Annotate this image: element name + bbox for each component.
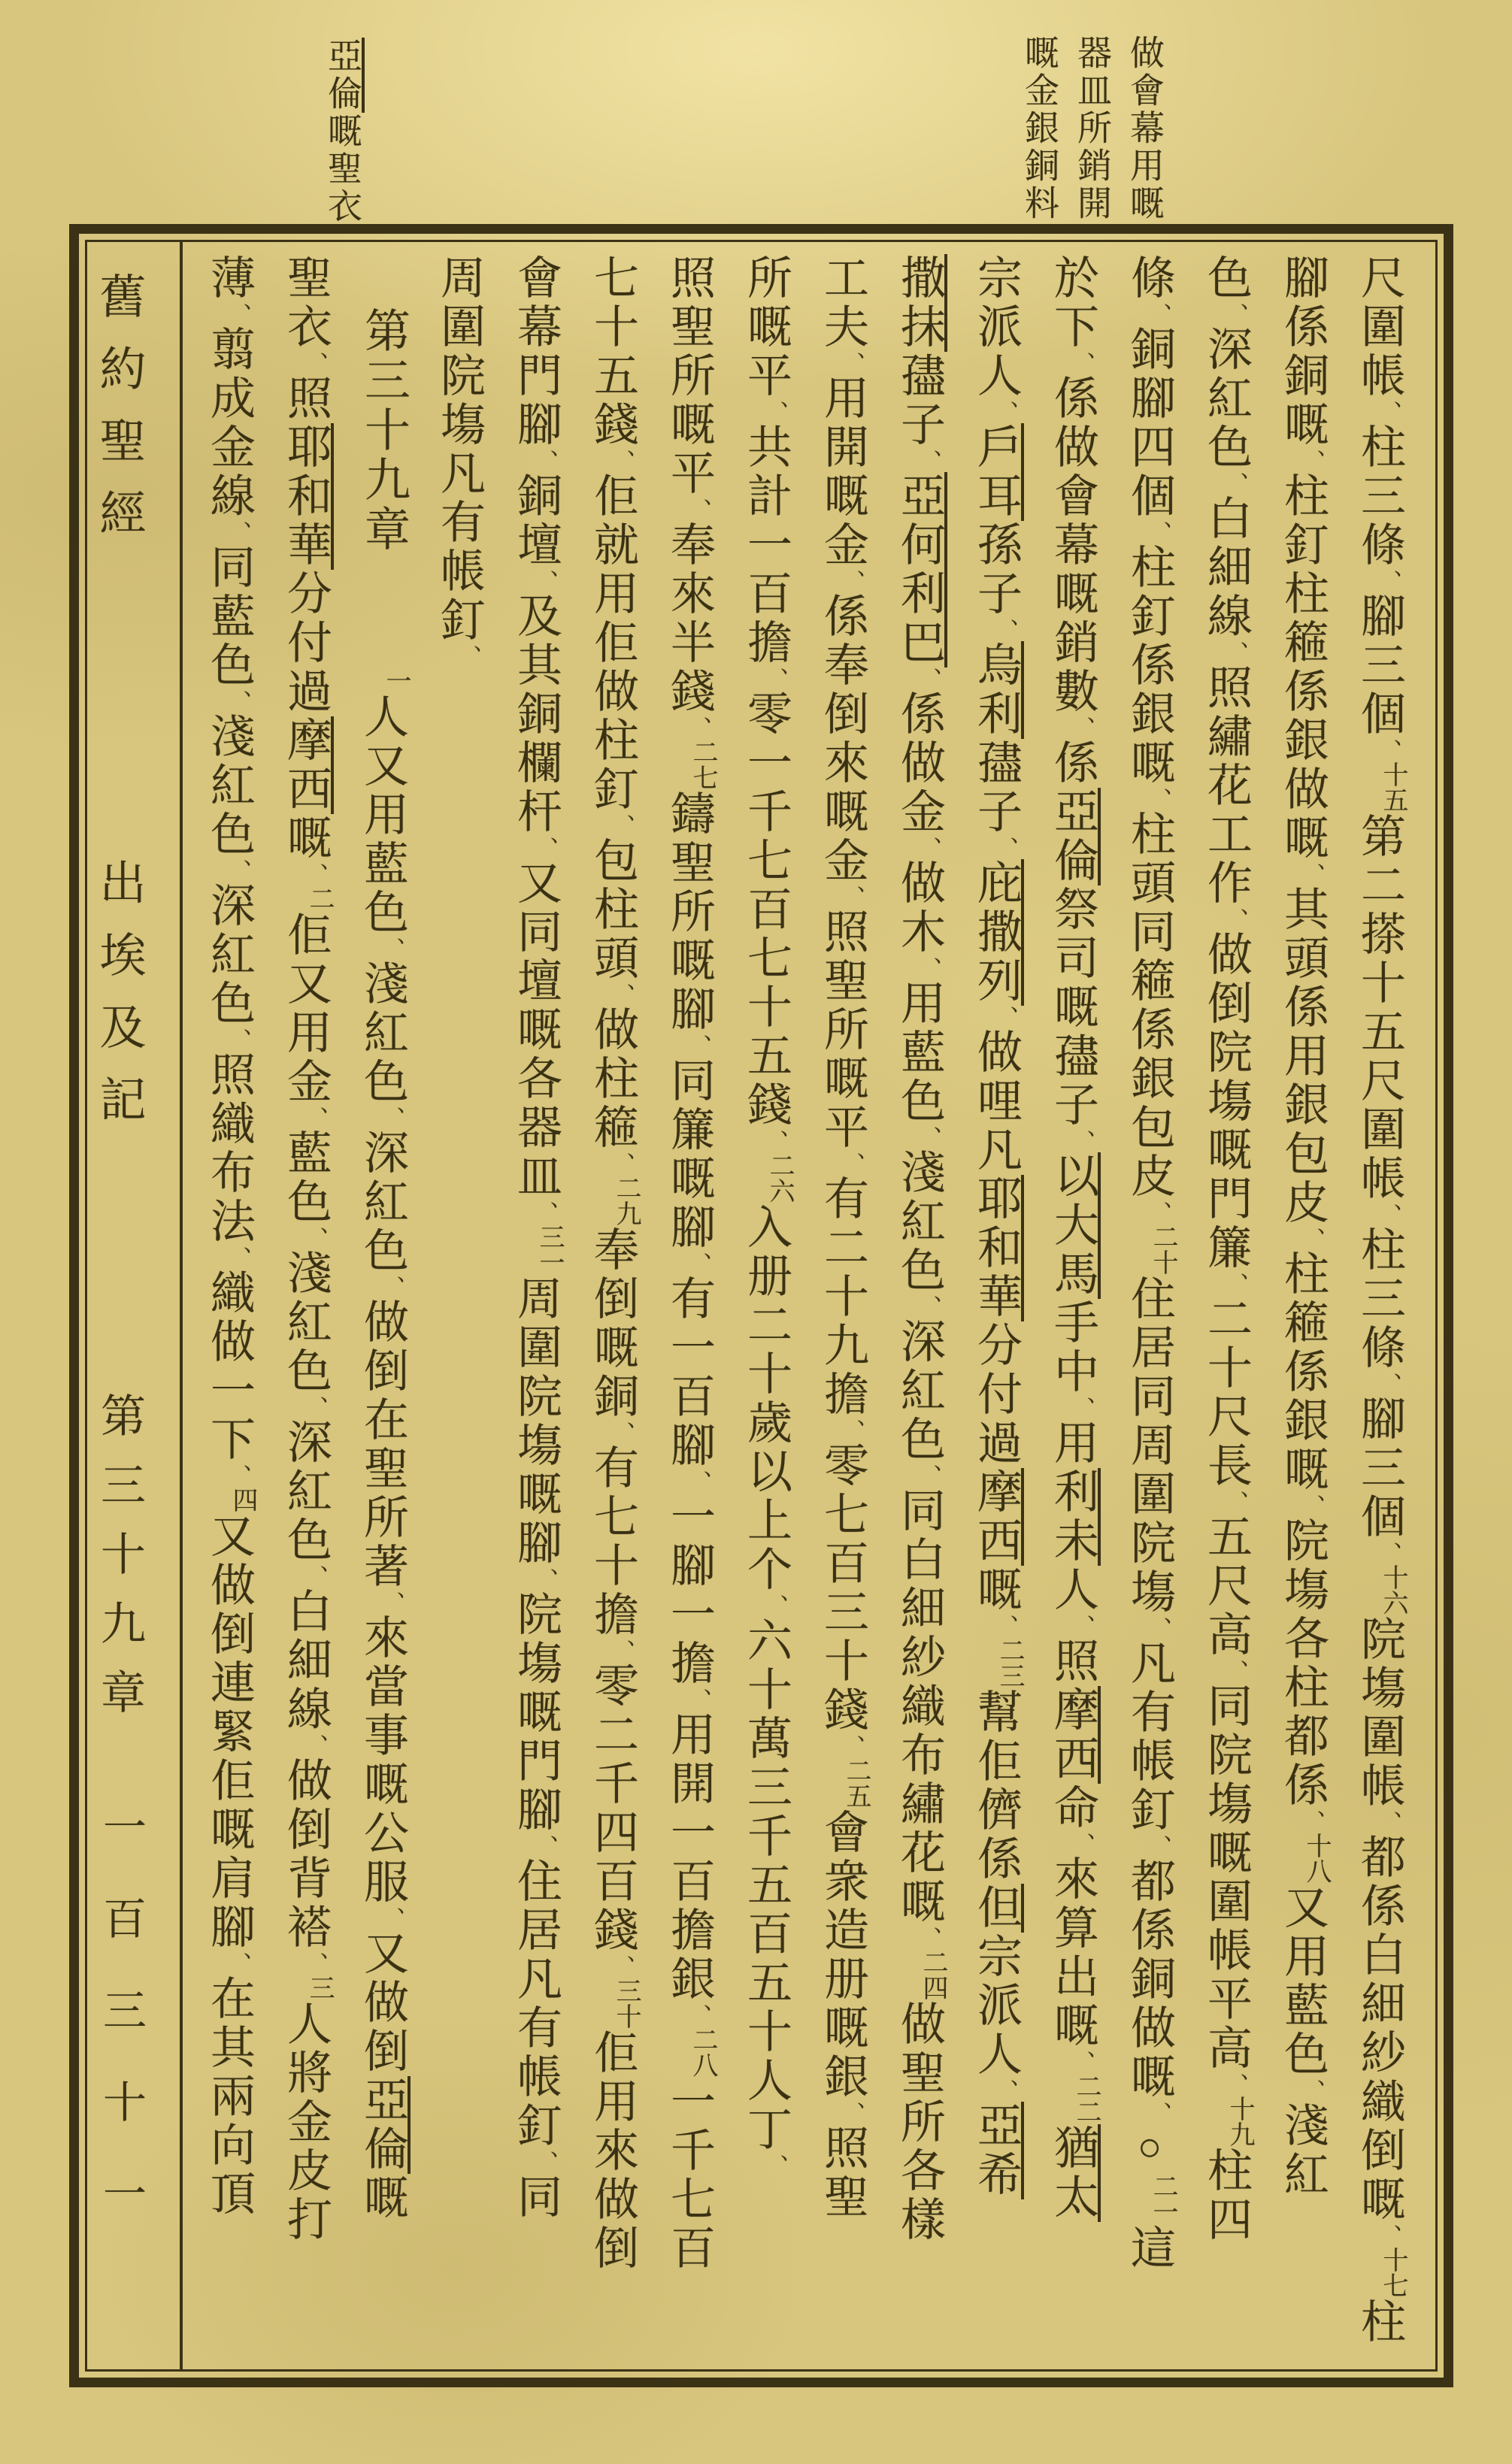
text-column	[421, 254, 498, 2359]
proper-name: 摩西	[281, 716, 334, 814]
text-run: 人	[1048, 1566, 1098, 1615]
text-run: 、	[1299, 1227, 1324, 1250]
text-run: 凡有帳釘	[1125, 1639, 1174, 1835]
text-column	[574, 254, 651, 2359]
text-run: 尺圍帳	[1355, 254, 1404, 401]
text-run: 包柱頭	[588, 837, 638, 983]
text-run: ○	[1127, 2124, 1172, 2173]
text-run: 、	[302, 1952, 327, 1975]
text-run: 聖衣	[281, 254, 331, 352]
text-run: 、	[532, 570, 557, 592]
text-run: 深紅色	[1201, 325, 1251, 472]
text-column	[1341, 254, 1418, 2359]
verse-number: 二九	[612, 1175, 640, 1226]
text-run: 薄	[205, 254, 254, 303]
verse-number: 二三	[995, 1637, 1023, 1688]
verse-number: 二八	[689, 2027, 717, 2078]
text-run: 嘅	[281, 814, 331, 863]
text-run: 深紅色	[358, 1129, 408, 1276]
text-run: 、	[1376, 1811, 1401, 1833]
text-run: 命	[1048, 1784, 1098, 1833]
text-run: 深紅色	[281, 1418, 331, 1565]
text-column	[191, 254, 268, 2359]
proper-name: 耶和華	[971, 1175, 1024, 1321]
verse-number: 三一	[535, 1224, 563, 1275]
text-run: 腳三個	[1355, 1395, 1404, 1542]
text-run: 及其銅欄杆	[511, 592, 561, 837]
text-run: 做木	[895, 859, 944, 957]
text-column	[344, 254, 421, 2359]
text-run: 、	[1146, 1201, 1171, 1224]
verse-number: 三十	[612, 1978, 640, 2029]
proper-name: 以大馬	[1048, 1152, 1101, 1299]
margin-note-line: 嘅金銀銅料	[1020, 35, 1059, 222]
text-run: 又做倒連緊佢嘅肩腳	[205, 1512, 254, 1952]
text-run: 同白細紗織布繡花嘅	[895, 1487, 944, 1927]
text-run: 五尺高	[1201, 1513, 1251, 1660]
text-run: 有一百腳	[665, 1275, 714, 1470]
text-run: 共計一百擔	[741, 423, 791, 667]
text-run: 祭司嘅孻子	[1048, 885, 1098, 1130]
text-run: 、	[762, 1594, 787, 1617]
text-run: 、	[916, 1126, 941, 1149]
text-run: 腳係銅嘅	[1278, 254, 1328, 450]
text-run: 六十萬三千五百五十人丁	[741, 1617, 791, 2154]
text-run: 、	[532, 1835, 557, 1857]
text-run: 、	[609, 1639, 634, 1662]
text-run: 、	[609, 1955, 634, 1978]
text-run: 都係白細紗織倒嘅	[1355, 1833, 1404, 2224]
text-run: 、	[302, 1734, 327, 1757]
text-run: 、	[916, 1927, 941, 1949]
text-run: 、	[1299, 1810, 1324, 1833]
text-run: 、	[762, 401, 787, 423]
text-run: 、	[1223, 2073, 1247, 2096]
text-run: 孻子	[895, 352, 944, 450]
text-run: 、	[1376, 570, 1401, 592]
text-run: 工夫	[818, 254, 868, 352]
text-run: 、	[1146, 521, 1171, 543]
text-run: 、	[916, 1464, 941, 1487]
text-run: 孫子	[971, 521, 1021, 619]
text-run: 零二千四百錢	[588, 1662, 638, 1955]
text-run: 淺紅色	[205, 713, 254, 859]
text-run: 、	[839, 352, 864, 374]
text-run: 、	[1069, 352, 1094, 374]
text-run: 、	[992, 1006, 1017, 1028]
text-run: 做倒背褡	[281, 1757, 331, 1952]
text-run: 柱釘柱篐係銀做嘅	[1278, 472, 1328, 863]
text-run: 、	[226, 690, 250, 713]
section-title: 出埃及記	[92, 858, 144, 1147]
text-run: 院塲圍帳	[1355, 1615, 1404, 1811]
text-run: 院塲各柱都係	[1278, 1517, 1328, 1810]
text-run: 、	[532, 2151, 557, 2173]
text-run: 、	[1069, 2051, 1094, 2073]
text-column	[268, 254, 344, 2359]
text-run: 淺紅色	[281, 1249, 331, 1396]
book-title: 舊約聖經	[92, 272, 144, 561]
text-run: 周圍院塲凡有帳釘	[435, 254, 484, 645]
text-run: 係奉倒來嘅金	[818, 592, 868, 885]
proper-name: 庇撒列	[971, 859, 1024, 1006]
text-run: 柱	[1355, 2298, 1404, 2347]
text-run: 、	[302, 1106, 327, 1129]
text-run: 白細線	[281, 1588, 331, 1734]
text-run: 、	[1223, 472, 1247, 495]
margin-note-text: 嘅聖衣	[323, 113, 362, 226]
text-run: 奉倒嘅銅	[588, 1226, 638, 1421]
text-run: 照織布法	[205, 1051, 254, 1246]
text-run: 同簾嘅腳	[665, 1057, 714, 1252]
verse-number: 十九	[1226, 2096, 1253, 2147]
text-run: 、	[226, 303, 250, 325]
text-run: 、	[839, 1735, 864, 1757]
text-run: 會衆造册嘅銀	[818, 1809, 868, 2102]
text-run: 在其兩向頂	[205, 1975, 254, 2219]
proper-name: 摩西	[971, 1468, 1024, 1566]
text-run: 同藍色	[205, 543, 254, 690]
text-run: 、	[226, 859, 250, 882]
text-run: 周圍院塲嘅腳	[511, 1275, 561, 1568]
text-run: 、	[302, 1396, 327, 1418]
text-run: 又同壇嘅各器皿	[511, 859, 561, 1201]
text-run: 柱三條	[1355, 423, 1404, 570]
text-run: 銅壇	[511, 472, 561, 570]
text-run: 七十五錢	[588, 254, 638, 450]
proper-name: 耶和華	[281, 423, 334, 570]
proper-name: 亞倫	[1048, 788, 1101, 885]
text-run: 、	[609, 1152, 634, 1175]
text-run: 一腳一擔	[665, 1493, 714, 1688]
text-run: 、	[916, 957, 941, 979]
text-run: 又做倒	[358, 1930, 408, 2076]
text-run: 有二十九擔	[818, 1175, 868, 1419]
proper-name: 亞倫	[358, 2076, 411, 2174]
text-run: 、	[762, 2154, 787, 2177]
text-run: 、	[686, 498, 711, 521]
text-column	[651, 254, 728, 2359]
text-run: 、	[916, 450, 941, 472]
text-run: 、	[226, 1952, 250, 1975]
proper-name: 利未	[1048, 1468, 1101, 1566]
text-run: 做聖所各樣	[895, 2000, 944, 2245]
text-run: 會幕門腳	[511, 254, 561, 450]
verse-number: 二六	[765, 1152, 793, 1203]
verse-number: 四	[229, 1487, 256, 1512]
text-run: 、	[1146, 1617, 1171, 1639]
text-run: 來當事嘅公服	[358, 1614, 408, 1907]
text-run: 淺紅色	[358, 960, 408, 1106]
text-run: 做倒院塲嘅門簾	[1201, 931, 1251, 1273]
text-run: 第三十九章	[358, 307, 408, 555]
page-number: 一百三十一	[96, 1804, 145, 2263]
margin-note-aaron-garments	[319, 38, 365, 226]
text-run: 、	[762, 1130, 787, 1152]
text-run: 、	[302, 1565, 327, 1588]
text-column	[804, 254, 881, 2359]
text-run: 、	[1299, 1494, 1324, 1517]
text-run: 白細線	[1201, 495, 1251, 641]
text-run: 、	[1223, 908, 1247, 931]
text-run: 於下	[1048, 254, 1098, 352]
text-run: 又用藍色	[1278, 1884, 1328, 2079]
text-run: 用開一百擔銀	[665, 1711, 714, 2004]
text-run: 、	[609, 450, 634, 472]
text-run: 、	[1299, 863, 1324, 885]
text-run: 、	[302, 1227, 327, 1249]
verse-number: 二一	[1149, 2173, 1177, 2224]
text-run: 、	[1223, 641, 1247, 664]
text-run: 、	[1069, 1130, 1094, 1152]
text-run: 、	[1069, 1833, 1094, 1855]
text-run: 照聖所嘅平	[818, 908, 868, 1152]
text-run: 、	[532, 450, 557, 472]
text-run: 、	[1069, 1397, 1094, 1419]
text-run: 佢就用佢做柱釘	[588, 472, 638, 814]
text-run: 係做會幕嘅銷數	[1048, 374, 1098, 716]
text-run: 、	[532, 1201, 557, 1224]
text-run: 、	[1146, 1835, 1171, 1857]
text-run: 、	[762, 667, 787, 690]
text-run: 分付過	[971, 1321, 1021, 1468]
text-run: 、	[379, 1907, 404, 1930]
text-run: 佢用來做倒	[588, 2029, 638, 2273]
text-run: 手中	[1048, 1299, 1098, 1397]
proper-name: 撒抹	[895, 254, 947, 352]
text-run: 入册二十歲以上个	[741, 1203, 791, 1594]
text-run: 人將金皮打	[281, 2000, 331, 2245]
text-run: 柱釘係銀嘅	[1125, 543, 1174, 788]
text-run: 孻子	[971, 739, 1021, 837]
text-run: 、	[532, 837, 557, 859]
text-run: 照聖	[818, 2124, 868, 2222]
chapter-label: 第三十九章	[95, 1392, 144, 1738]
text-run: 淺紅	[1278, 2102, 1328, 2199]
text-run: 、	[916, 1295, 941, 1318]
text-run: 、	[532, 1568, 557, 1591]
text-run: 、	[379, 1591, 404, 1614]
text-run: 柱四	[1201, 2147, 1251, 2245]
text-run: 色	[1201, 254, 1251, 303]
text-run: 、	[1146, 2102, 1171, 2124]
text-run: 銅腳四個	[1125, 325, 1174, 521]
text-run: 來算出嘅	[1048, 1855, 1098, 2051]
text-column	[1035, 254, 1111, 2359]
proper-name: 戶耳	[971, 423, 1024, 521]
text-run: 用	[1048, 1419, 1098, 1468]
text-run: 、	[992, 401, 1017, 423]
text-run: 淺紅色	[895, 1149, 944, 1295]
text-column	[958, 254, 1035, 2359]
text-run: 、	[456, 645, 480, 667]
text-run: 、	[1223, 303, 1247, 325]
verse-number: 十五	[1379, 761, 1407, 813]
text-run: 、	[379, 937, 404, 960]
text-run: 、	[686, 1470, 711, 1493]
text-run: 嘅	[971, 1566, 1021, 1615]
text-column	[728, 254, 804, 2359]
verse-number: 二七	[689, 739, 717, 790]
text-run: 同院塲嘅圍帳平高	[1201, 1682, 1251, 2073]
text-run: 、	[379, 1106, 404, 1129]
text-run: 、	[686, 716, 711, 739]
text-run: 、	[686, 1034, 711, 1057]
text-run: 、	[1376, 2224, 1401, 2247]
verse-number: 二十	[1149, 1224, 1177, 1275]
text-run: 、	[379, 1276, 404, 1298]
text-run: 、	[1069, 716, 1094, 739]
text-run: 、	[226, 1464, 250, 1487]
verse-number: 二二	[1072, 2073, 1100, 2124]
text-run: 柱三條	[1355, 1226, 1404, 1373]
text-run: 做哩凡	[971, 1028, 1021, 1175]
text-run: 有七十擔	[588, 1444, 638, 1639]
proper-name: 猶太	[1048, 2124, 1101, 2222]
text-run: 、	[1376, 1203, 1401, 1226]
text-run: 、	[992, 1615, 1017, 1637]
text-run: 院塲嘅門腳	[511, 1591, 561, 1835]
text-run: 深紅色	[895, 1318, 944, 1464]
text-run: 、	[1376, 401, 1401, 423]
text-run: 、	[226, 1028, 250, 1051]
text-run: 宗派人	[971, 1933, 1021, 2079]
text-column	[1265, 254, 1341, 2359]
margin-note-line: 器皿所銷開	[1073, 35, 1111, 222]
text-run: 、	[992, 2079, 1017, 2102]
text-run: 、	[226, 1246, 250, 1269]
text-run: 、	[839, 570, 864, 592]
verse-number: 十七	[1379, 2247, 1407, 2298]
text-run: 、	[1146, 303, 1171, 325]
text-run: 做倒在聖所著	[358, 1298, 408, 1591]
text-run: 腳三個	[1355, 592, 1404, 739]
text-run: 、	[916, 667, 941, 690]
text-run: 、	[1223, 1491, 1247, 1513]
text-column	[498, 254, 574, 2359]
text-run: 、	[1146, 788, 1171, 810]
text-run: 宗派人	[971, 254, 1021, 401]
text-run: 鑄聖所嘅腳	[665, 790, 714, 1034]
text-run: 、	[1376, 1373, 1401, 1395]
text-run: 零七百三十錢	[818, 1442, 868, 1735]
text-column	[1188, 254, 1265, 2359]
text-run: 翦成金線	[205, 325, 254, 521]
text-run: 、	[302, 863, 327, 885]
proper-name: 摩西	[1048, 1686, 1101, 1784]
verse-number: 二四	[919, 1949, 947, 2000]
text-run: 照	[1048, 1637, 1098, 1686]
text-run: 、	[609, 814, 634, 837]
text-run: 、	[916, 837, 941, 859]
text-run: 、	[839, 1152, 864, 1175]
text-run: 所嘅平	[741, 254, 791, 401]
text-run: 住居同周圍院塲	[1125, 1275, 1174, 1617]
text-run: 係做金	[895, 690, 944, 837]
text-run: 照聖所嘅平	[665, 254, 714, 498]
text-run: 奉來半錢	[665, 521, 714, 716]
proper-name-mark: 亞倫	[323, 38, 365, 113]
text-run: 柱篐係銀嘅	[1278, 1250, 1328, 1494]
verse-number: 一	[382, 667, 410, 693]
text-run: 藍色	[281, 1129, 331, 1227]
text-run: 第二搽十五尺圍帳	[1355, 813, 1404, 1203]
text-run: 、	[992, 619, 1017, 641]
text-run: 、	[1299, 2079, 1324, 2102]
verse-number: 二五	[842, 1757, 870, 1809]
main-text-block	[180, 254, 1418, 2359]
text-run: 照	[281, 374, 331, 423]
text-run: 、	[1223, 1660, 1247, 1682]
text-run: 都係銅做嘅	[1125, 1857, 1174, 2102]
text-run: 、	[686, 1252, 711, 1275]
text-run: 、	[839, 2102, 864, 2124]
text-run: 做柱篐	[588, 1006, 638, 1152]
text-column	[1111, 254, 1188, 2359]
verse-number: 十六	[1379, 1564, 1407, 1615]
verse-number: 二	[305, 885, 333, 911]
text-run: 嘅	[358, 2174, 408, 2223]
text-run: 、	[686, 2004, 711, 2027]
text-run: 深紅色	[205, 882, 254, 1028]
text-run: 照繡花工作	[1201, 664, 1251, 908]
text-run: 、	[686, 1688, 711, 1711]
verse-number: 三	[305, 1975, 333, 2000]
text-run: 、	[1376, 1542, 1401, 1564]
text-run: 幫佢儕係	[971, 1688, 1021, 1884]
text-run: 、	[839, 1419, 864, 1442]
text-column	[881, 254, 958, 2359]
text-run: 其頭係用銀包皮	[1278, 885, 1328, 1227]
proper-name: 亞何利巴	[895, 472, 947, 667]
text-run: 、	[992, 837, 1017, 859]
text-run: 二十尺長	[1201, 1295, 1251, 1491]
text-run: 、	[302, 352, 327, 374]
text-run: 佢又用金	[281, 911, 331, 1106]
proper-name: 亞希	[971, 2102, 1024, 2199]
text-run: 、	[609, 1421, 634, 1444]
text-run: 一千七百	[665, 2078, 714, 2273]
text-run: 、	[839, 885, 864, 908]
text-run: 、	[1299, 450, 1324, 472]
proper-name: 烏利	[971, 641, 1024, 739]
text-run: 、	[1069, 1615, 1094, 1637]
text-run: 、	[1376, 739, 1401, 761]
text-run: 住居凡有帳釘	[511, 1857, 561, 2151]
proper-name: 但	[971, 1884, 1024, 1933]
text-run: 柱頭同篐係銀包皮	[1125, 810, 1174, 1201]
text-run: 、	[609, 983, 634, 1006]
text-run: 係	[1048, 739, 1098, 788]
text-run: 織做一下	[205, 1269, 254, 1464]
text-run: 人又用藍色	[358, 693, 408, 937]
text-run: 同	[511, 2173, 561, 2222]
text-run: 分付過	[281, 570, 331, 716]
text-run: 條	[1125, 254, 1174, 303]
text-run: 、	[226, 521, 250, 543]
text-run: 這	[1125, 2224, 1174, 2273]
margin-note-materials	[1013, 35, 1171, 222]
text-run: 零一千七百七十五錢	[741, 690, 791, 1130]
text-run: 用藍色	[895, 979, 944, 1126]
margin-note-line: 做會幕用嘅	[1126, 35, 1164, 222]
text-run: 、	[1223, 1273, 1247, 1295]
text-run: 用開嘅金	[818, 374, 868, 570]
verse-number: 十八	[1302, 1833, 1330, 1884]
